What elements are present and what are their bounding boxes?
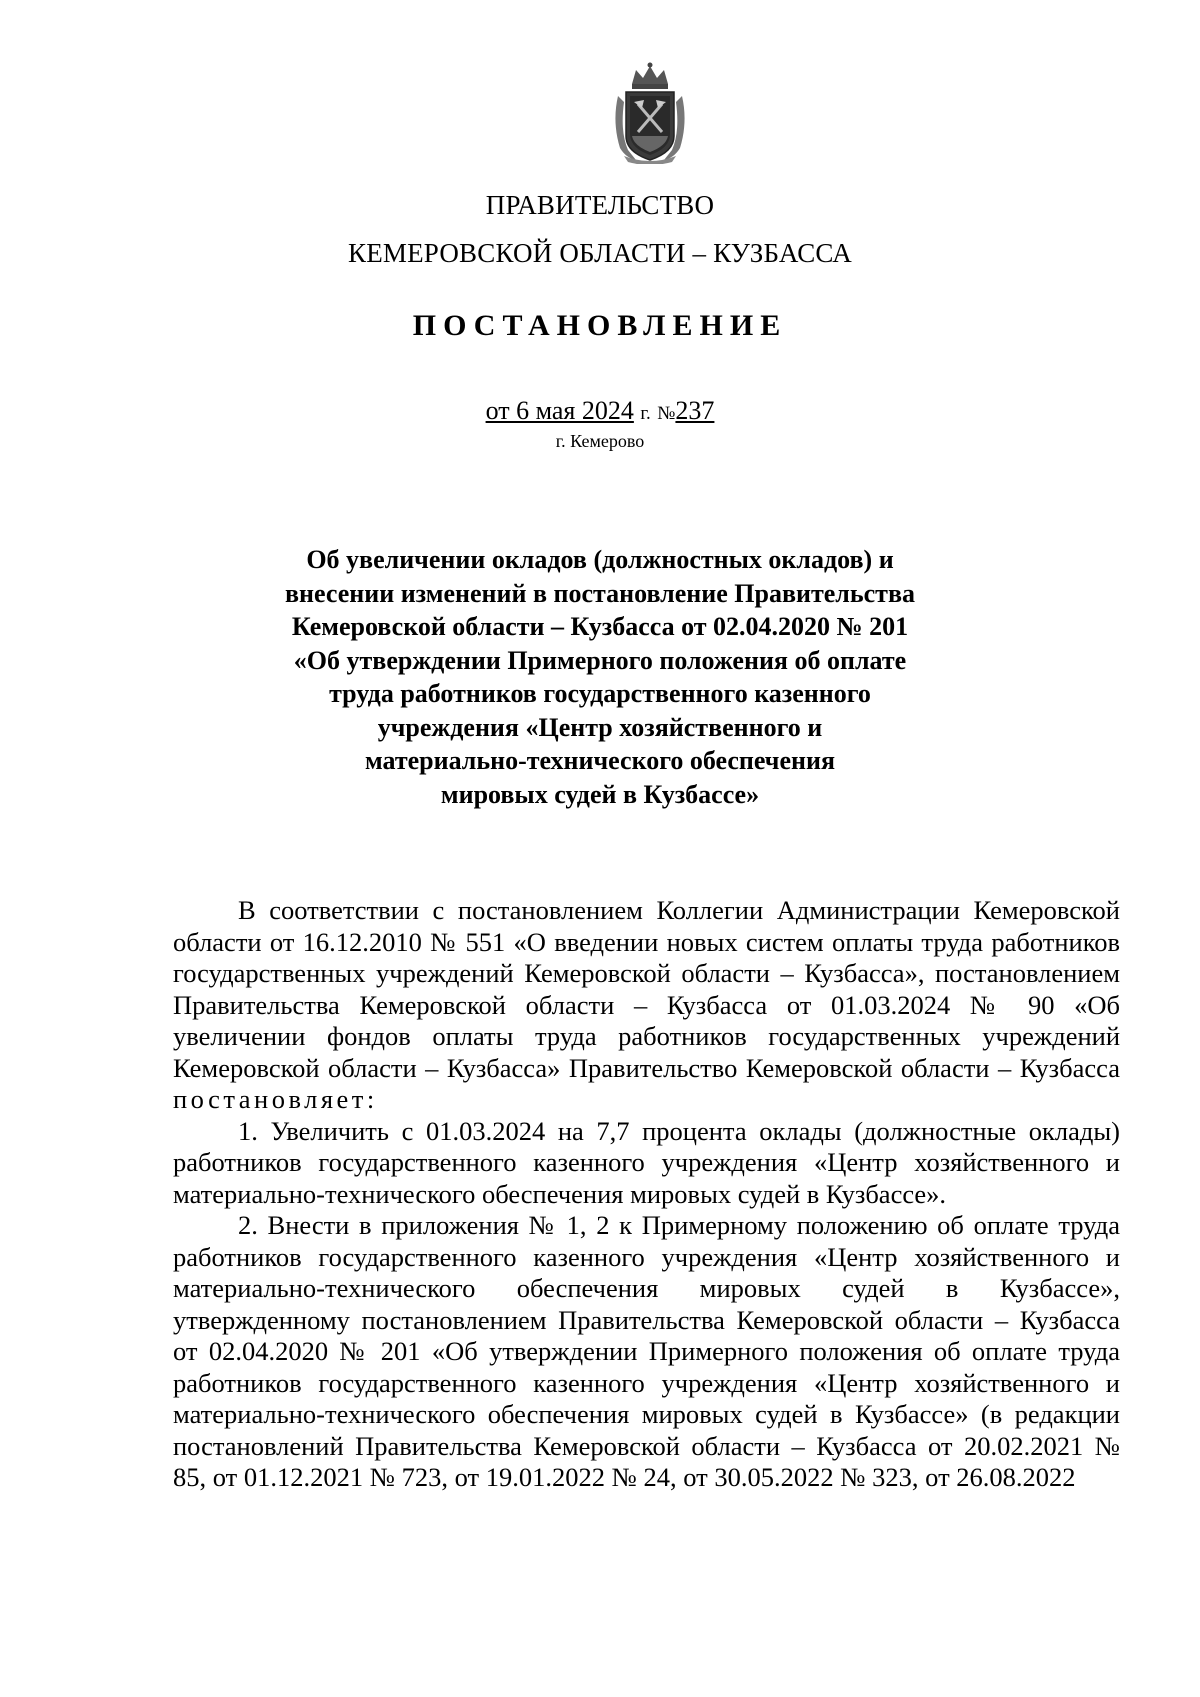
title-line: учреждения «Центр хозяйственного и	[377, 712, 823, 742]
document-number: 237	[675, 396, 715, 425]
item-1-paragraph: 1. Увеличить с 01.03.2024 на 7,7 процента оклады (должностные оклады) работников государственного казенного учреждения «Центр хозяйственного и материально-технического обеспечения мировых судей в Кузбассе».	[173, 1115, 1120, 1209]
document-city: г. Кемерово	[555, 431, 645, 451]
document-body	[173, 895, 1120, 1494]
decree-word: постановляет:	[173, 1084, 378, 1114]
government-name-line-1: ПРАВИТЕЛЬСТВО	[485, 190, 715, 220]
preamble-paragraph	[173, 895, 1120, 1116]
coat-of-arms-emblem	[610, 62, 690, 164]
title-line: Об увеличении окладов (должностных окладов) и	[306, 545, 894, 574]
preamble-text: В соответствии с постановлением Коллегии Администрации Кемеровской области от 16.12.2010 № 551 «О введении новых систем оплаты труда работников государственных учреждений Кемеровской области – Кузбасса», постановлением Правительства Кемеровской области – Кузбасса от 01.03.2024 № 90 «Об увеличении фондов оплаты труда работников государственных учреждений Кемеровской области – Кузбасса» Правительство Кемеровской области – Кузбасса	[173, 895, 1120, 1083]
document-date: от 6 мая 2024	[485, 396, 634, 425]
title-line: мировых судей в Кузбассе»	[440, 779, 760, 809]
title-line: Кемеровской области – Кузбасса от 02.04.2020 № 201	[291, 612, 909, 641]
government-name-line-2: КЕМЕРОВСКОЙ ОБЛАСТИ – КУЗБАССА	[348, 238, 852, 268]
document-date-number	[0, 396, 1200, 426]
year-suffix: г.	[640, 403, 651, 424]
number-sign: №	[657, 403, 676, 424]
title-line: труда работников государственного казенного	[329, 679, 871, 708]
document-type-heading: ПОСТАНОВЛЕНИЕ	[412, 309, 788, 342]
title-line: внесении изменений в постановление Правительства	[284, 578, 915, 608]
title-line: «Об утверждении Примерного положения об оплате	[293, 645, 907, 675]
title-line: материально-технического обеспечения	[364, 746, 836, 775]
document-title	[250, 543, 950, 811]
item-2-paragraph: 2. Внести в приложения № 1, 2 к Примерному положению об оплате труда работников государственного казенного учреждения «Центр хозяйственного и материально-технического обеспечения мировых судей в Кузбассе», утвержденному постановлением Правительства Кемеровской области – Кузбасса от 02.04.2020 № 201 «Об утверждении Примерного положения об оплате труда работников государственного казенного учреждения «Центр хозяйственного и материально-технического обеспечения мировых судей в Кузбассе» (в редакции постановлений Правительства Кемеровской области – Кузбасса от 20.02.2021 № 85, от 01.12.2021 № 723, от 19.01.2022 № 24, от 30.05.2022 № 323, от 26.08.2022	[173, 1210, 1120, 1492]
